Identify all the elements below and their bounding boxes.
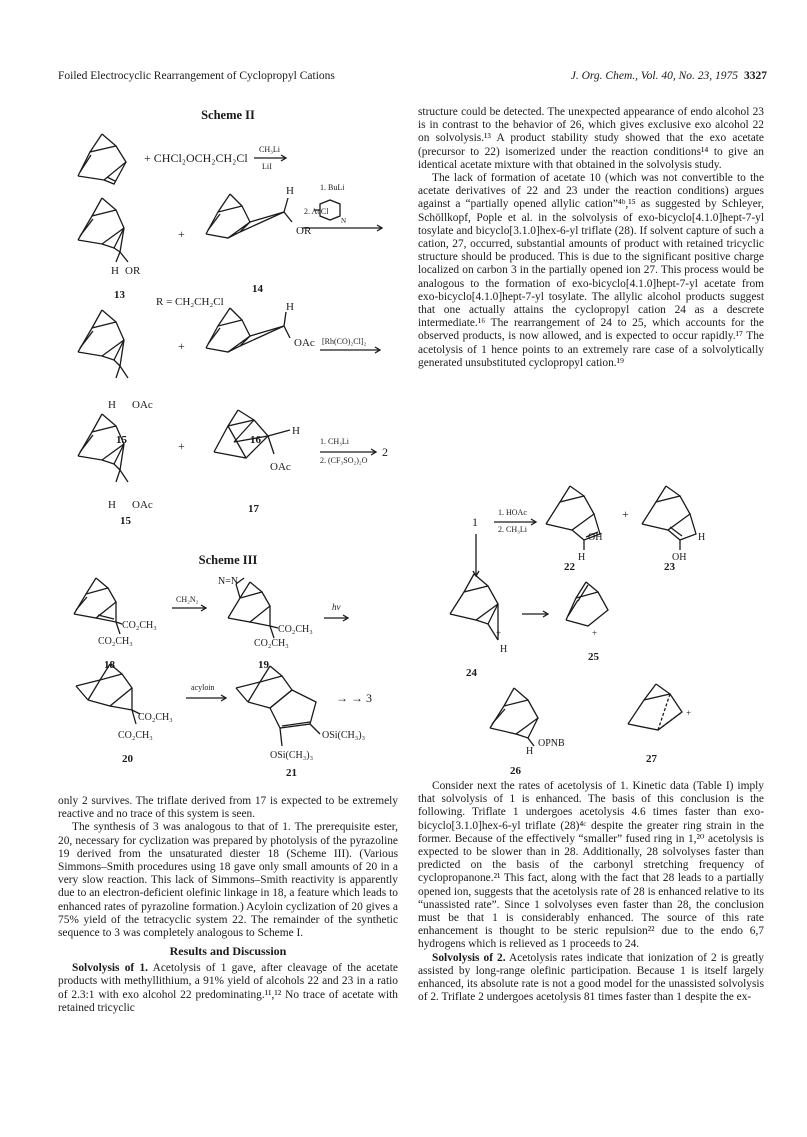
scheme2-cond-row3: [Rh(CO)₂Cl]₂: [322, 337, 367, 346]
r-definition: R = CH₂CH₂Cl: [156, 296, 224, 308]
label-oac-16: OAc: [294, 337, 315, 349]
charge-25: +: [592, 628, 598, 638]
results-heading: Results and Discussion: [169, 944, 287, 959]
structure-27: [628, 684, 682, 730]
scheme3-reagent-ch2n2: CH₂N₂: [176, 595, 199, 604]
structure-15a: [78, 310, 128, 378]
journal-citation: [571, 70, 767, 82]
scheme3-hv: hν: [332, 602, 341, 612]
co2ch3-19a: CO₂CH₃: [278, 624, 313, 635]
label-oac-15a: OAc: [132, 399, 153, 411]
opnb-26: OPNB: [538, 738, 565, 749]
compound-label-22: 22: [564, 561, 575, 573]
right-column-bottom-text: [418, 780, 764, 1004]
structure-13: [78, 198, 128, 262]
scheme3-title: Scheme III: [198, 553, 258, 567]
scheme2-cond-row1-top: CH₃Li: [259, 145, 281, 154]
label-h-15b: H: [108, 499, 116, 511]
scheme-cond-top: 1. HOAc: [498, 508, 527, 517]
scheme2-title: Scheme II: [201, 108, 255, 122]
scheme2-cond-row2-bottom: 2. AcCl: [304, 207, 329, 216]
structure-20: [76, 664, 140, 724]
scheme2-cond-row4-top: 1. CH₃Li: [320, 437, 350, 446]
compound-label-14: 14: [252, 283, 263, 295]
norbornadiene-structure: [78, 134, 126, 184]
running-header: [58, 70, 767, 86]
structure-19: [228, 578, 278, 638]
label-or-13: OR: [125, 265, 141, 277]
compound-label-13: 13: [114, 289, 125, 301]
left-paragraph-1: only 2 survives. The triflate derived from 17 is expected to be extremely reactive and no trace of this system is seen.: [58, 795, 398, 821]
page-number: 3327: [744, 70, 767, 82]
plus-row4: +: [178, 439, 185, 453]
compound-label-21: 21: [286, 767, 297, 779]
oh-23: OH: [672, 552, 687, 563]
osi-21a: OSi(CH₃)₃: [322, 730, 366, 741]
label-h-13: H: [111, 265, 119, 277]
right-column-top-text: [418, 106, 764, 370]
plus-22-23: +: [622, 507, 629, 521]
scheme2-product-2: 2: [382, 445, 388, 459]
compound-label-15a: 15: [116, 434, 127, 446]
h-22: H: [578, 552, 586, 563]
label-h-14: H: [286, 185, 294, 197]
structure-16: [206, 308, 290, 352]
label-h-17: H: [292, 425, 300, 437]
label-h-16: H: [286, 301, 294, 313]
compound-label-17: 17: [248, 503, 259, 515]
right-paragraph-2: The lack of formation of acetate 10 (which was not convertible to the acetate derivatives of 22 and 23 under the reaction conditions) argues against a “partially opened allylic cation”⁴ᵇ,¹⁵ as suggested by Schleyer, Schöllkopf, Pople et al. in the solvolysis of exo-bicyclo[4.1.0]hept-7-yl tosylate and bicyclo[3.1.0]hex-6-yl triflate (28). If solvent capture of such a cation, 27, occurred, substantial amounts of product with retained tricyclic structure should be produced. This is due to the significant positive charge localized on carbon 3 in the partially opened ion 27. This process would be analogous to the formation of exo-bicyclo[4.1.0]hept-7-yl acetate from exo-bicyclo[4.1.0]hept-7-yl tosylate. The allylic alcohol products suggest that one actually attains the cyclopropyl cation 24 as a descrete intermediate.¹⁶ The rearrangement of 24 to 25, which accounts for the observed products, is now allowed, and is expected to occur rapidly.¹⁷ The acetolysis of 1 hence points to an extremely rare case of a solvolytically generated unsubstituted cyclopropyl cation.¹⁹: [418, 172, 764, 369]
label-oac-17: OAc: [270, 461, 291, 473]
structure-21: [236, 666, 320, 746]
charge-24: +: [496, 628, 502, 638]
charge-27: +: [686, 708, 692, 718]
scheme3-diagram: [58, 568, 398, 780]
scheme3-arrow-product: → → 3: [336, 691, 372, 705]
solvolysis-2-paragraph: [418, 952, 764, 1005]
scheme-cond-bottom: 2. CH₃Li: [498, 525, 528, 534]
solvolysis-2-text: Acetolysis rates indicate that ionization of 2 is greatly assisted by long-range olefinic participation. Because 1 is itself largely enhanced, its absolute rate is not a good model for the unassisted solvolysis of 2. Triflate 2 undergoes acetolysis 81 times faster than 1 despite the ex-: [418, 951, 764, 1004]
left-column-text: [58, 795, 398, 1015]
compound-label-26: 26: [510, 765, 521, 777]
scheme2-diagram: [58, 122, 398, 532]
compound-label-19: 19: [258, 659, 269, 671]
compound-label-18: 18: [104, 659, 115, 671]
structure-24: [450, 574, 498, 640]
scheme2-reagent-row1: + CHCl₂OCH₂CH₂Cl: [144, 151, 248, 165]
co2ch3-20a: CO₂CH₃: [138, 712, 173, 723]
structure-23: [642, 486, 696, 550]
structure-26: [490, 688, 538, 746]
compound-label-25: 25: [588, 651, 599, 663]
h-24: H: [500, 644, 508, 655]
oh-22: OH: [588, 532, 603, 543]
plus-row3: +: [178, 339, 185, 353]
co2ch3-20b: CO₂CH₃: [118, 730, 153, 741]
scheme2-cond-row4-bottom: 2. (CF₃SO₂)₂O: [320, 456, 368, 465]
compound-label-24: 24: [466, 667, 477, 679]
solvolysis-1-paragraph: [58, 962, 398, 1015]
h-23: H: [698, 532, 706, 543]
pyridine-n: N: [341, 217, 347, 225]
plus-row2: +: [178, 227, 185, 241]
running-title: Foiled Electrocyclic Rearrangement of Cyclopropyl Cations: [58, 70, 335, 82]
right-paragraph-1: structure could be detected. The unexpected appearance of endo alcohol 23 is in contrast to the behavior of 26, which gives exclusive exo alcohol 22 on solvolysis.¹³ A product stability study showed that the exo acetate (precursor to 22) isomerized under the reaction conditions¹⁴ to give an identical acetate mixture with that obtained in the solvolysis study.: [418, 106, 764, 171]
solvolysis-1-text: Acetolysis of 1 gave, after cleavage of the acetate products with methyllithium, a 91% yield of alcohols 22 and 23 in a ratio of 2.3:1 with exo alcohol 22 predominating.¹¹,¹² No trace of acetate with retained tricyclic: [58, 962, 398, 1014]
compound-label-23: 23: [664, 561, 675, 573]
co2ch3-19b: CO₂CH₃: [254, 638, 289, 649]
compound-label-15b: 15: [120, 515, 131, 527]
journal-name: J. Org. Chem., Vol. 40, No. 23, 1975: [570, 70, 738, 82]
co2ch3-18b: CO₂CH₃: [98, 636, 133, 647]
scheme2-cond-row1-bottom: LiI: [262, 162, 272, 171]
label-oac-15b: OAc: [132, 499, 153, 511]
scheme-start-1: 1: [472, 515, 478, 529]
structure-15b: [78, 414, 128, 482]
compound-label-27: 27: [646, 753, 657, 765]
label-or-14: OR: [296, 225, 312, 237]
right-paragraph-3: Consider next the rates of acetolysis of 1. Kinetic data (Table I) imply that solvolysis of 1 is enhanced. The basis of this conclusion is the following. Triflate 1 undergoes acetolysis 4.6 times faster than exo-bicyclo[3.1.0]hex-6-yl triflate (28)⁴ᶜ despite the greater ring strain in the former. Because of the effectively “smaller” fused ring in 1,²⁰ acetolysis is expected to be slower than in 28. Additionally, 28 solvolyses faster than predicted on the basis of the carbonyl stretching frequency of cyclopropanone.²¹ This fact, along with the fact that 28 leads to a partially opened ion, suggests that the acetolysis rate of 28 is enhanced relative to its “unassisted rate”. Since 1 solvolyses even faster than 28, the conclusion must be that 1 is considerably enhanced. The source of this rate enhancement is thought to be steric repulsion²² due to the endo 6,7 hydrogens which is relieved as 1 proceeds to 24.: [418, 780, 764, 951]
scheme2-cond-row2-top: 1. BuLi: [320, 183, 345, 192]
compound-label-16: 16: [250, 434, 261, 446]
structure-14: [206, 194, 292, 238]
h-26: H: [526, 746, 534, 757]
solvolysis-1-runin: Solvolysis of 1.: [72, 962, 149, 975]
compound-label-20: 20: [122, 753, 133, 765]
label-h-15a: H: [108, 399, 116, 411]
co2ch3-18a: CO₂CH₃: [122, 620, 157, 631]
scheme3-nn: N=N: [218, 576, 239, 587]
left-paragraph-2: The synthesis of 3 was analogous to that of 1. The prerequisite ester, 20, necessary for cyclization was prepared by photolysis of the pyrazoline 19 derived from the unsaturated diester 18 (Scheme III). (Various Simmons–Smith procedures using 18 gave only small amounts of 20 in a very slow reaction. This lack of Simmons–Smith reactivity is apparently due to an electron-deficient olefinic linkage in 18, a feature which leads to enhanced rates of pyrazoline formation.) Acyloin cyclization of 20 gives a 75% yield of the tetracyclic system 22. The remainder of the synthetic sequence to 3 was completely analogous to Scheme I.: [58, 821, 398, 940]
solvolysis-2-runin: Solvolysis of 2.: [432, 951, 506, 964]
structure-18: [74, 578, 122, 634]
osi-21b: OSi(CH₃)₃: [270, 750, 314, 761]
structure-25: [566, 582, 608, 626]
solvolysis-scheme: [418, 484, 764, 784]
scheme3-acyloin: acyloin: [191, 683, 215, 692]
